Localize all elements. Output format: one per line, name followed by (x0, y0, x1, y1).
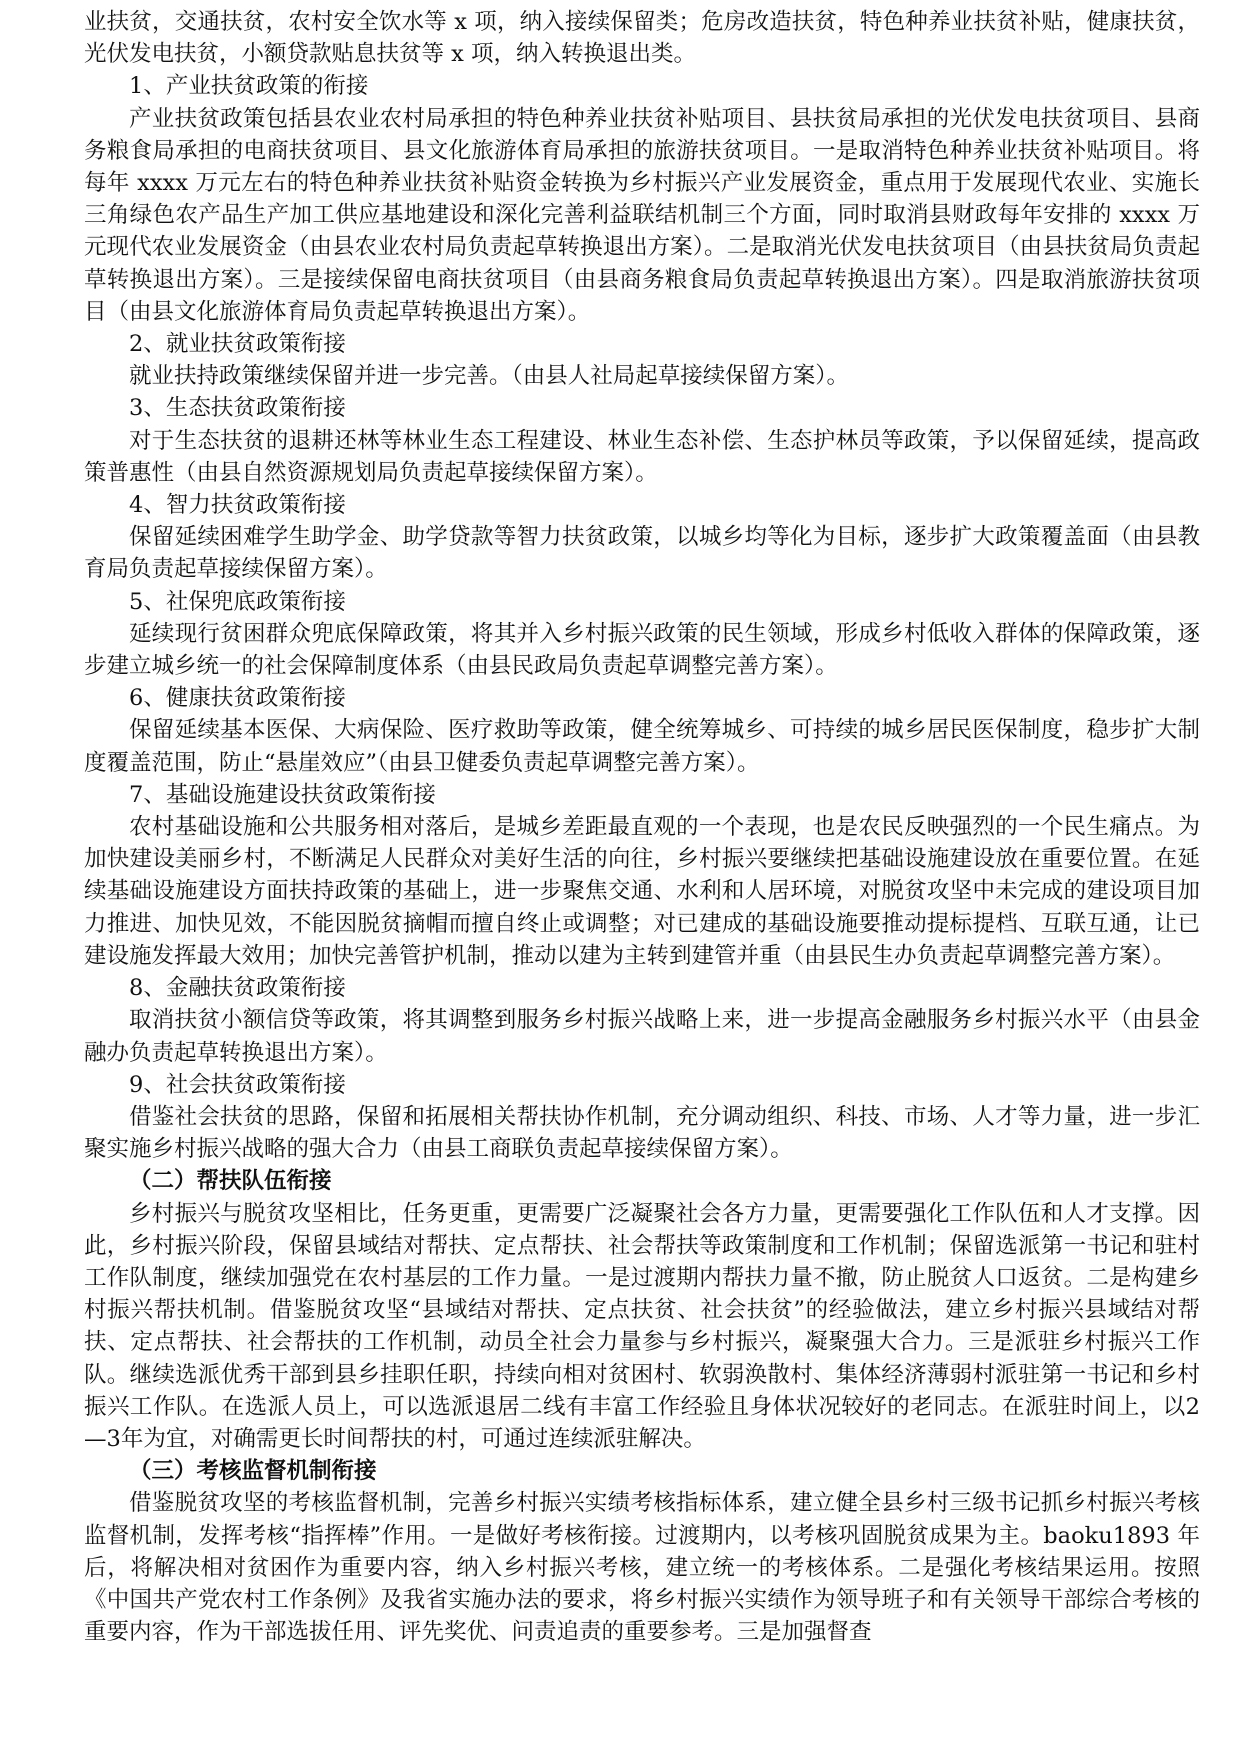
item-heading-finance: 8、金融扶贫政策衔接 (129, 975, 346, 1002)
item-heading-health: 6、健康扶贫政策衔接 (129, 685, 346, 712)
item-heading-industry: 1、产业扶贫政策的衔接 (129, 73, 369, 100)
paragraph-industry: 产业扶贫政策包括县农业农村局承担的特色种养业扶贫补贴项目、县扶贫局承担的光伏发电扶贫项目、县商务粮食局承担的电商扶贫项目、县文化旅游体育局承担的旅游扶贫项目。一是取消特色种养业扶贫补贴项目。将每年 xxxx 万元左右的特色种养业扶贫补贴资金转换为乡村振兴产业发展资金，重点用于发展现代农业、实施长三角绿色农产品生产加工供应基地建设和深化完善利益联结机制三个方面，同时取消县财政每年安排的 xxxx 万元现代农业发展资金（由县农业农村局负责起草转换退出方案）。二是取消光伏发电扶贫项目（由县扶贫局负责起草转换退出方案）。三是接续保留电商扶贫项目（由县商务粮食局负责起草转换退出方案）。四是取消旅游扶贫项目（由县文化旅游体育局负责起草转换退出方案）。 (84, 105, 1200, 325)
paragraph-assessment: 借鉴脱贫攻坚的考核监督机制，完善乡村振兴实绩考核指标体系，建立健全县乡村三级书记抓乡村振兴考核监督机制，发挥考核“指挥棒”作用。一是做好考核衔接。过渡期内，以考核巩固脱贫成果为主。baoku1893 年后，将解决相对贫困作为重要内容，纳入乡村振兴考核，建立统一的考核体系。二是强化考核结果运用。按照《中国共产党农村工作条例》及我省实施办法的要求，将乡村振兴实绩作为领导班子和有关领导干部综合考核的重要内容，作为干部选拔任用、评先奖优、问责追责的重要参考。三是加强督查 (84, 1490, 1200, 1646)
item-heading-employment: 2、就业扶贫政策衔接 (129, 331, 346, 358)
paragraph-finance: 取消扶贫小额信贷等政策，将其调整到服务乡村振兴战略上来，进一步提高金融服务乡村振兴水平（由县金融办负责起草转换退出方案）。 (84, 1007, 1200, 1066)
paragraph-assistance-team: 乡村振兴与脱贫攻坚相比，任务更重，更需要广泛凝聚社会各方力量，更需要强化工作队伍和人才支撑。因此，乡村振兴阶段，保留县域结对帮扶、定点帮扶、社会帮扶等政策制度和工作机制；保留选派第一书记和驻村工作队制度，继续加强党在农村基层的工作力量。一是过渡期内帮扶力量不撤，防止脱贫人口返贫。二是构建乡村振兴帮扶机制。借鉴脱贫攻坚“县域结对帮扶、定点扶贫、社会扶贫”的经验做法，建立乡村振兴县域结对帮扶、定点帮扶、社会帮扶的工作机制，动员全社会力量参与乡村振兴，凝聚强大合力。三是派驻乡村振兴工作队。继续选派优秀干部到县乡挂职任职，持续向相对贫困村、软弱涣散村、集体经济薄弱村派驻第一书记和乡村振兴工作队。在选派人员上，可以选派退居二线有丰富工作经验且身体状况较好的老同志。在派驻时间上，以2—3年为宜，对确需更长时间帮扶的村，可通过连续派驻解决。 (84, 1200, 1200, 1452)
section-heading-assessment: （三）考核监督机制衔接 (129, 1458, 377, 1485)
text-continuation: 业扶贫，交通扶贫，农村安全饮水等 x 项，纳入接续保留类；危房改造扶贫，特色种养业扶贫补贴，健康扶贫，光伏发电扶贫，小额贷款贴息扶贫等 x 项，纳入转换退出类。 (84, 9, 1200, 68)
item-heading-social-poverty: 9、社会扶贫政策衔接 (129, 1071, 346, 1098)
item-heading-infrastructure: 7、基础设施建设扶贫政策衔接 (129, 781, 436, 808)
paragraph-ecology: 对于生态扶贫的退耕还林等林业生态工程建设、林业生态补偿、生态护林员等政策，予以保留延续，提高政策普惠性（由县自然资源规划局负责起草接续保留方案）。 (84, 427, 1200, 486)
paragraph-health: 保留延续基本医保、大病保险、医疗救助等政策，健全统筹城乡、可持续的城乡居民医保制度，稳步扩大制度覆盖范围，防止“悬崖效应”（由县卫健委负责起草调整完善方案）。 (84, 717, 1200, 776)
paragraph-social-poverty: 借鉴社会扶贫的思路，保留和拓展相关帮扶协作机制，充分调动组织、科技、市场、人才等力量，进一步汇聚实施乡村振兴战略的强大合力（由县工商联负责起草接续保留方案）。 (84, 1103, 1200, 1163)
paragraph-social-security: 延续现行贫困群众兜底保障政策，将其并入乡村振兴政策的民生领域，形成乡村低收入群体的保障政策，逐步建立城乡统一的社会保障制度体系（由县民政局负责起草调整完善方案）。 (84, 620, 1200, 680)
paragraph-education: 保留延续困难学生助学金、助学贷款等智力扶贫政策，以城乡均等化为目标，逐步扩大政策覆盖面（由县教育局负责起草接续保留方案）。 (84, 524, 1200, 583)
paragraph-infrastructure: 农村基础设施和公共服务相对落后，是城乡差距最直观的一个表现，也是农民反映强烈的一个民生痛点。为加快建设美丽乡村，不断满足人民群众对美好生活的向往，乡村振兴要继续把基础设施建设放在重要位置。在延续基础设施建设方面扶持政策的基础上，进一步聚焦交通、水利和人居环境，对脱贫攻坚中未完成的建设项目加力推进、加快见效，不能因脱贫摘帽而擅自终止或调整；对已建成的基础设施要推动提标提档、互联互通，让已建设施发挥最大效用；加快完善管护机制，推动以建为主转到建管并重（由县民生办负责起草调整完善方案）。 (84, 814, 1200, 969)
paragraph-employment: 就业扶持政策继续保留并进一步完善。（由县人社局起草接续保留方案）。 (129, 363, 850, 390)
section-heading-assistance-team: （二）帮扶队伍衔接 (129, 1168, 332, 1195)
item-heading-education: 4、智力扶贫政策衔接 (129, 492, 346, 519)
item-heading-social-security: 5、社保兜底政策衔接 (129, 588, 346, 615)
item-heading-ecology: 3、生态扶贫政策衔接 (129, 395, 346, 422)
